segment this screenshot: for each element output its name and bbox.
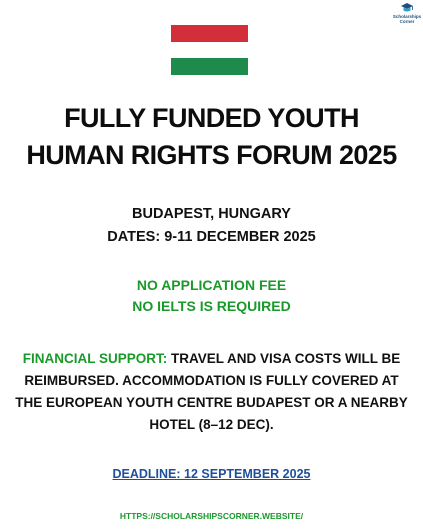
no-ielts-required: NO IELTS IS REQUIRED xyxy=(132,298,291,314)
financial-support-label: FINANCIAL SUPPORT: xyxy=(22,351,168,366)
deadline-label: DEADLINE: xyxy=(112,467,181,481)
page-title xyxy=(0,100,423,174)
financial-support-text xyxy=(10,348,413,436)
flag-stripe-white xyxy=(171,42,248,59)
title-line2: HUMAN RIGHTS FORUM 2025 xyxy=(26,140,397,170)
flag-stripe-red xyxy=(171,25,248,42)
requirements-block xyxy=(0,275,423,317)
website-link[interactable]: HTTPS://SCHOLARSHIPSCORNER.WEBSITE/ xyxy=(119,511,304,521)
hungary-flag xyxy=(171,25,248,75)
logo-text-line1: Scholarships xyxy=(392,14,422,19)
flag-stripe-green xyxy=(171,58,248,75)
deadline-text xyxy=(0,465,423,483)
deadline-date: 12 SEPTEMBER 2025 xyxy=(180,467,311,481)
event-place: BUDAPEST, HUNGARY xyxy=(132,206,291,222)
event-location-block xyxy=(0,203,423,249)
event-dates: DATES: 9-11 DECEMBER 2025 xyxy=(107,229,316,245)
no-application-fee: NO APPLICATION FEE xyxy=(136,277,287,293)
financial-support-details: TRAVEL AND VISA COSTS WILL BE REIMBURSED. ACCOMMODATION IS FULLY COVERED AT THE EUROPEAN YOUTH CENTRE BUDAPEST OR A NEARBY HOTEL (8–12 DEC). xyxy=(15,351,408,432)
title-line1: FULLY FUNDED YOUTH xyxy=(64,103,359,133)
graduation-cap-icon xyxy=(400,2,414,14)
scholarships-corner-logo xyxy=(392,2,422,34)
logo-text-line2: Corner xyxy=(399,19,415,24)
